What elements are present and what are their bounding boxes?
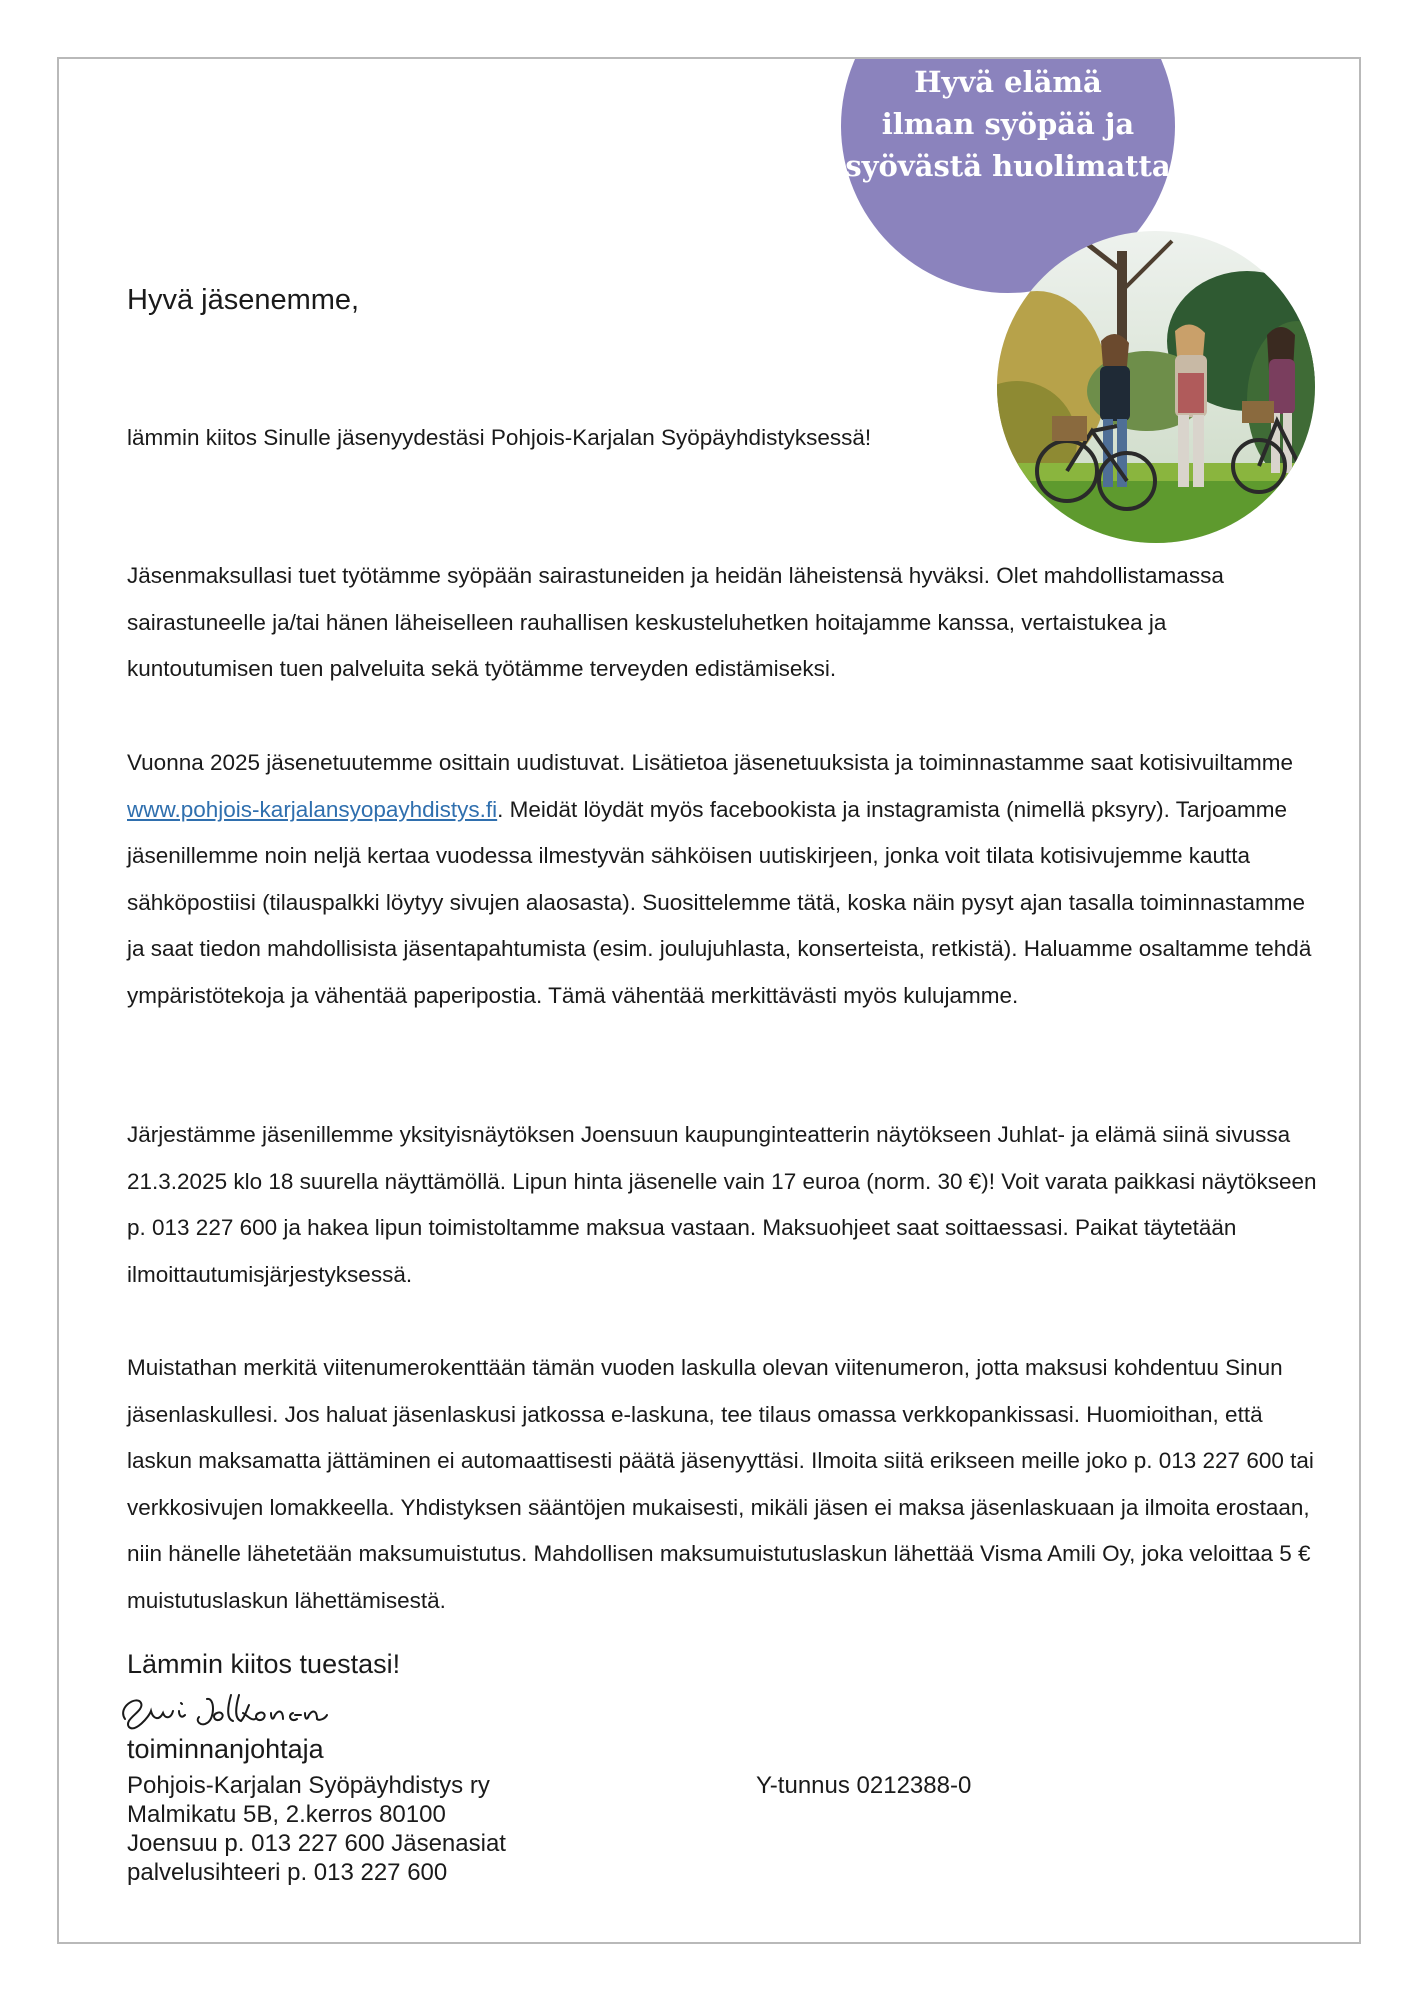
- slogan-text: [841, 61, 1175, 187]
- paragraph-benefits: [127, 740, 1317, 1019]
- paragraph-thanks: lämmin kiitos Sinulle jäsenyydestäsi Pohjois-Karjalan Syöpäyhdistyksessä!: [127, 425, 872, 450]
- letter-page: [57, 57, 1361, 1944]
- slogan-line-2: ilman syöpää ja: [881, 107, 1135, 141]
- signer-title: toiminnanjohtaja: [127, 1734, 324, 1764]
- address-line-4: palvelusihteeri p. 013 227 600: [127, 1859, 448, 1886]
- website-link[interactable]: www.pohjois-karjalansyopayhdistys.fi: [127, 796, 498, 822]
- business-id: Y-tunnus 0212388-0: [756, 1772, 972, 1799]
- slogan-line-3: syövästä huolimatta: [845, 149, 1171, 183]
- women-with-bicycles-photo: [997, 231, 1315, 543]
- signature-image: [115, 1689, 375, 1733]
- benefits-text-end: . Meidät löydät myös facebookista ja instagramista (nimellä pksyry). Tarjoamme jäsenillemme noin neljä kertaa vuodessa ilmestyvän sähköisen uutiskirjeen, jonka voit tilata kotisivujemme kautta sähköpostiisi (tilauspalkki löytyy sivujen alaosasta). Suosittelemme tätä, koska näin pysyt ajan tasalla toiminnastamme ja saat tiedon mahdollisista jäsentapahtumista (esim. joulujuhlasta, konserteista, retkistä). Haluamme osaltamme tehdä ympäristötekoja ja vähentää paperipostia. Tämä vähentää merkittävästi myös kulujamme.: [127, 796, 1312, 1008]
- closing-thanks: Lämmin kiitos tuestasi!: [127, 1649, 401, 1679]
- salutation: Hyvä jäsenemme,: [127, 284, 360, 316]
- slogan-line-1: Hyvä elämä: [914, 65, 1102, 99]
- paragraph-support: Jäsenmaksullasi tuet työtämme syöpään sairastuneiden ja heidän läheistensä hyväksi. Olet mahdollistamassa sairastuneelle ja/tai hänen läheiselleen rauhallisen keskusteluhetken hoitajamme kanssa, vertaistukea ja kuntoutumisen tuen palveluita sekä työtämme terveyden edistämiseksi.: [127, 563, 1224, 681]
- address-line-2: Malmikatu 5B, 2.kerros 80100: [127, 1801, 446, 1828]
- organisation-address: [127, 1771, 597, 1887]
- address-line-3: Joensuu p. 013 227 600 Jäsenasiat: [127, 1830, 506, 1857]
- paragraph-payment: Muistathan merkitä viitenumerokenttään tämän vuoden laskulla olevan viitenumeron, jotta maksusi kohdentuu Sinun jäsenlaskullesi. Jos haluat jäsenlaskusi jatkossa e-laskuna, tee tilaus omassa verkkopankissasi. Huomioithan, että laskun maksamatta jättäminen ei automaattisesti päätä jäsenyyttäsi. Ilmoita siitä erikseen meille joko p. 013 227 600 tai verkkosivujen lomakkeella. Yhdistyksen sääntöjen mukaisesti, mikäli jäsen ei maksa jäsenlaskuaan ja ilmoita erostaan, niin hänelle lähetetään maksumuistutus. Mahdollisen maksumuistutuslaskun lähettää Visma Amili Oy, joka veloittaa 5 € muistutuslaskun lähettämisestä.: [127, 1355, 1314, 1613]
- address-line-1: Pohjois-Karjalan Syöpäyhdistys ry: [127, 1772, 490, 1799]
- paragraph-theatre: Järjestämme jäsenillemme yksityisnäytöksen Joensuun kaupunginteatterin näytökseen Juhlat- ja elämä siinä sivussa 21.3.2025 klo 18 suurella näyttämöllä. Lipun hinta jäsenelle vain 17 euroa (norm. 30 €)! Voit varata paikkasi näytökseen p. 013 227 600 ja hakea lipun toimistoltamme maksua vastaan. Maksuohjeet saat soittaessasi. Paikat täytetään ilmoittautumisjärjestyksessä.: [127, 1122, 1317, 1287]
- benefits-text-start: Vuonna 2025 jäsenetuutemme osittain uudistuvat. Lisätietoa jäsenetuuksista ja toiminnastamme saat kotisivuiltamme: [127, 750, 1294, 775]
